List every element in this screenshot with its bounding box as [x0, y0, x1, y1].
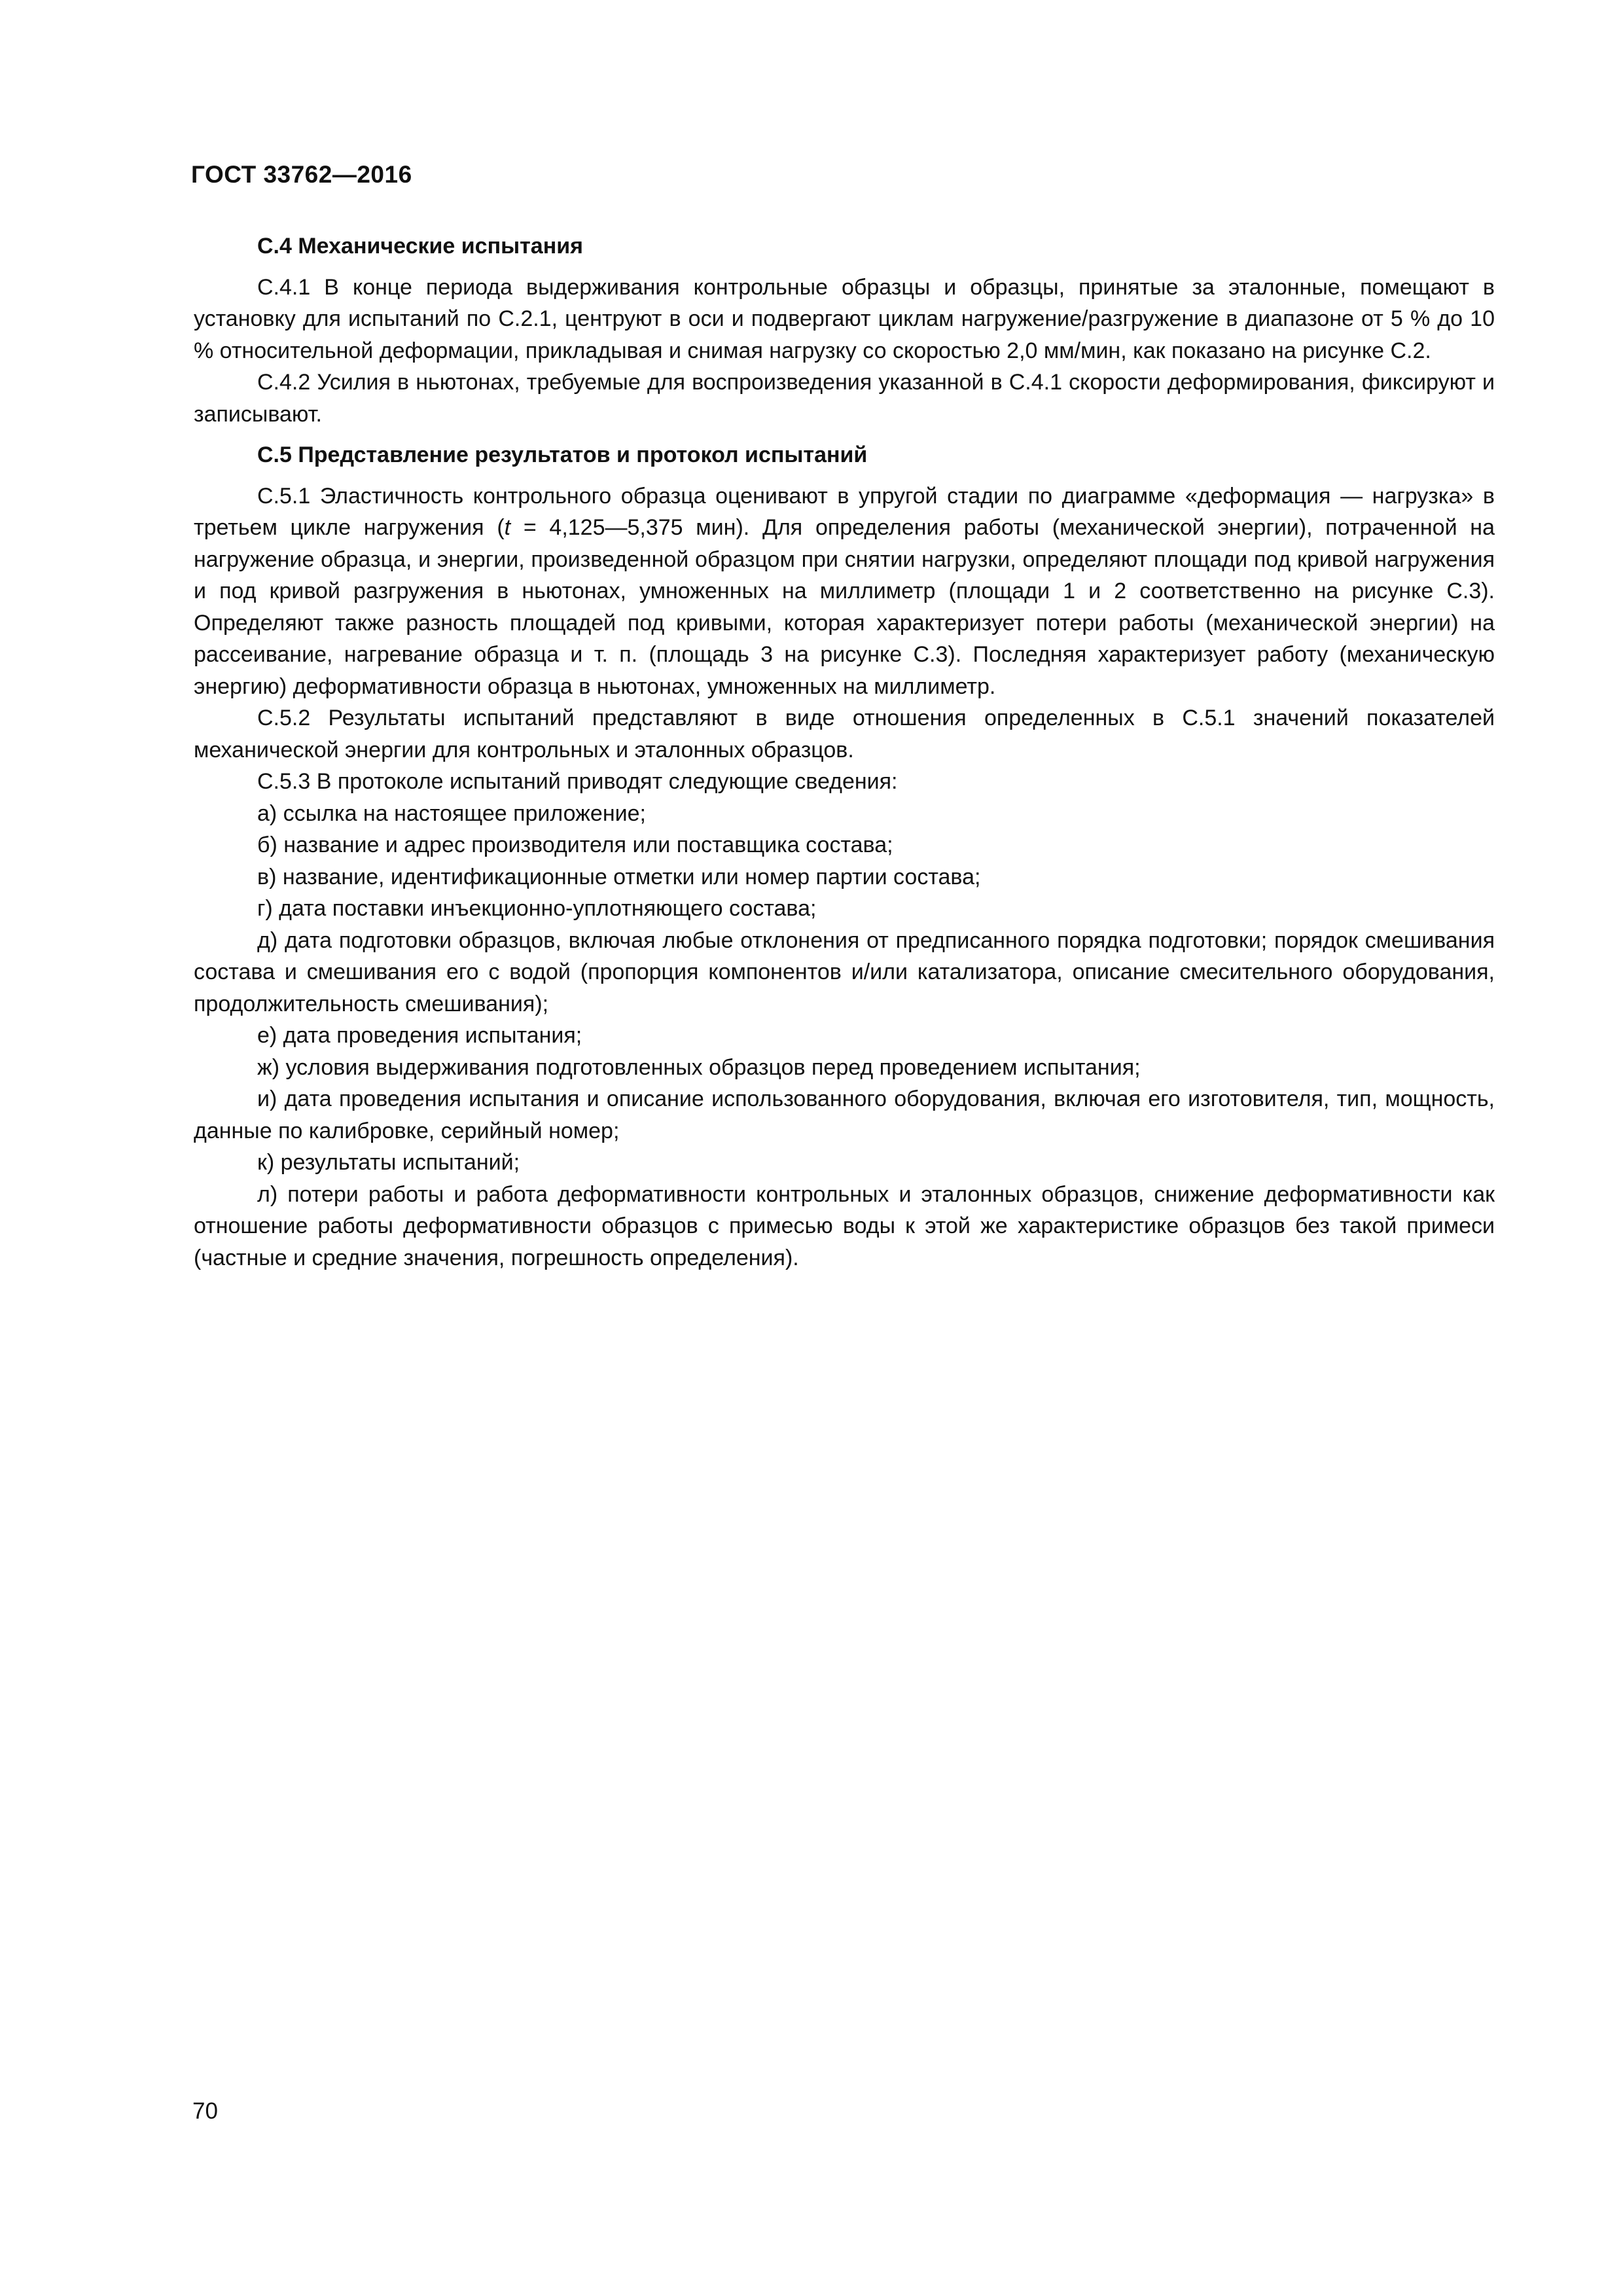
- paragraph-c5-2: С.5.2 Результаты испытаний представляют в виде отношения определенных в С.5.1 значений показателей механической энергии для контрольных и эталонных образцов.: [194, 706, 1495, 762]
- paragraph-c4-2: С.4.2 Усилия в ньютонах, требуемые для воспроизведения указанной в С.4.1 скорости деформирования, фиксируют и записывают.: [194, 370, 1495, 427]
- paragraph-c4-1: С.4.1 В конце периода выдерживания контрольные образцы и образцы, принятые за эталонные, помещают в установку для испытаний по С.2.1, центруют в оси и подвергают циклам нагружение/разгружение в диапазоне от 5 % до 10 % относительной деформации, прикладывая и снимая нагрузку со скоростью 2,0 мм/мин, как показано на рисунке С.2.: [194, 274, 1495, 363]
- page-content: [194, 230, 1495, 1274]
- paragraph-c5-1-part-b: = 4,125—5,375 мин). Для определения работы (механической энергии), потраченной на нагружение образца, и энергии, произведенной образцом при снятии нагрузки, определяют площади под кривой нагружения и под кривой разгружения в ньютонах, умноженных на миллиметр (площади 1 и 2 соответственно на рисунке С.3). Определяют также разность площадей под кривыми, которая характеризует потери работы (механической энергии) на рассеивание, нагревание образца и т. п. (площадь 3 на рисунке С.3). Последняя характеризует работу (механическую энергию) деформативности образца в ньютонах, умноженных на миллиметр.: [194, 515, 1495, 699]
- list-item: л) потери работы и работа деформативности контрольных и эталонных образцов, снижение деформативности как отношение работы деформативности образцов с примесью воды к этой же характеристике образцов без такой примеси (частные и средние значения, погрешность определения).: [194, 1181, 1495, 1270]
- section-heading-c5: С.5 Представление результатов и протокол испытаний: [257, 442, 868, 467]
- document-code: ГОСТ 33762—2016: [191, 161, 412, 188]
- paragraph-c5-3: С.5.3 В протоколе испытаний приводят следующие сведения:: [257, 769, 898, 794]
- list-item: и) дата проведения испытания и описание использованного оборудования, включая его изготовителя, тип, мощность, данные по калибровке, серийный номер;: [194, 1086, 1495, 1143]
- section-heading-c4: С.4 Механические испытания: [257, 234, 583, 259]
- list-item: г) дата поставки инъекционно-уплотняющего состава;: [257, 896, 817, 921]
- list-item: д) дата подготовки образцов, включая любые отклонения от предписанного порядка подготовки; порядок смешивания состава и смешивания его с водой (пропорция компонентов и/или катализатора, описание смесительного оборудования, продолжительность смешивания);: [194, 927, 1495, 1016]
- list-item: к) результаты испытаний;: [257, 1150, 520, 1175]
- list-item: в) название, идентификационные отметки или номер партии состава;: [257, 864, 981, 889]
- list-item: ж) условия выдерживания подготовленных образцов перед проведением испытания;: [257, 1054, 1141, 1080]
- list-item: е) дата проведения испытания;: [257, 1023, 582, 1048]
- list-item: а) ссылка на настоящее приложение;: [257, 800, 646, 826]
- paragraph-c5-1-part-a: С.5.1 Эластичность контрольного образца оценивают в упругой стадии по диаграмме «деформация — нагрузка» в третьем цикле нагружения (: [194, 483, 1495, 540]
- time-variable: t: [504, 515, 511, 540]
- paragraph-c5-1: [194, 480, 1495, 703]
- page-number: 70: [192, 2098, 218, 2124]
- list-item: б) название и адрес производителя или поставщика состава;: [257, 833, 893, 857]
